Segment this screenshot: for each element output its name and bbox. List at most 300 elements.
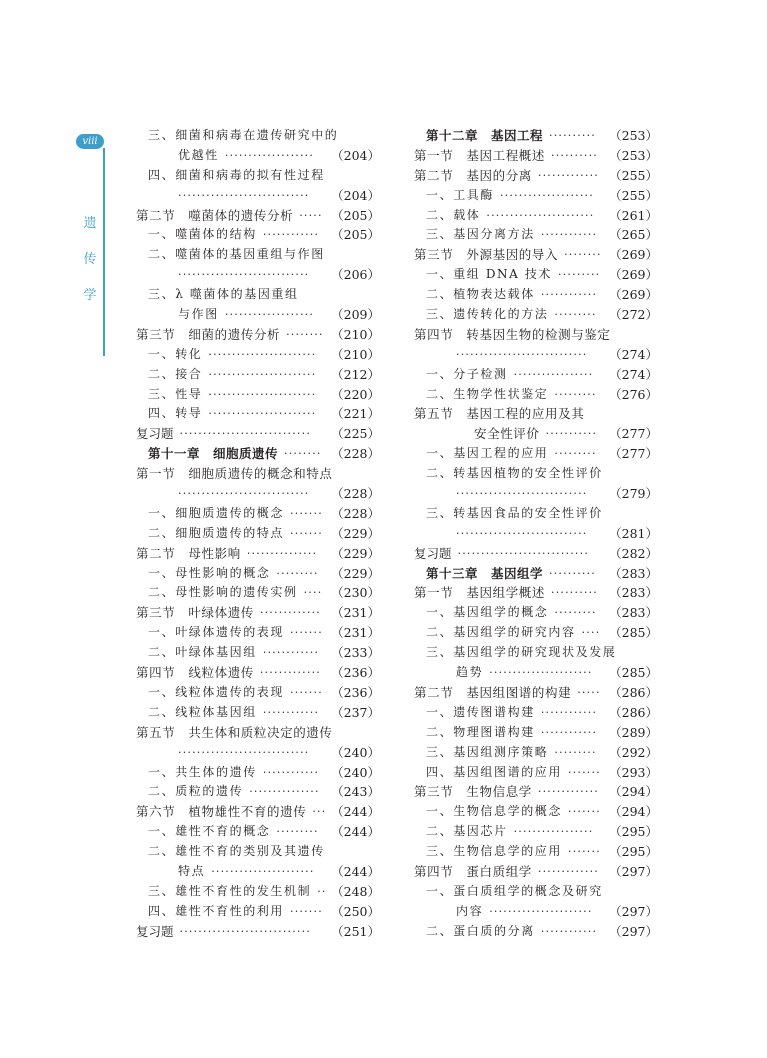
toc-entry-title: 复习题 xyxy=(414,545,452,561)
toc-entry-page: （295） xyxy=(609,844,658,860)
toc-entry-page: （228） xyxy=(331,486,380,502)
toc-entry xyxy=(118,504,380,524)
toc-entry-title: 二、载体 xyxy=(426,207,481,222)
toc-entry-page: （283） xyxy=(609,585,658,601)
toc-entry xyxy=(396,345,658,365)
toc-entry-page: （221） xyxy=(331,406,380,422)
toc-entry-title: 二、雄性不育的类别及其遗传 xyxy=(148,844,325,859)
toc-entry-title: 二、噬菌体的基因重组与作图 xyxy=(148,247,325,262)
dot-leader: ············· xyxy=(537,864,599,878)
toc-entry-page: （248） xyxy=(331,883,380,899)
toc-entry xyxy=(396,285,658,305)
toc-entry-page: （251） xyxy=(331,923,380,939)
toc-entry xyxy=(396,524,658,544)
toc-entry-page: （286） xyxy=(609,704,658,720)
toc-entry-page: （272） xyxy=(609,307,658,323)
dot-leader: ···························· xyxy=(178,487,310,501)
toc-entry xyxy=(396,842,658,862)
toc-entry-title: 第四节 蛋白质组学 xyxy=(414,863,532,879)
toc-entry-page: （253） xyxy=(609,147,658,163)
toc-entry-page: （283） xyxy=(609,565,658,581)
toc-entry-title: 第一节 基因组学概述 xyxy=(414,585,546,601)
toc-entry xyxy=(118,544,380,564)
toc-entry xyxy=(396,544,658,564)
dot-leader: ··· xyxy=(312,805,327,819)
toc-entry-title: 第三节 细菌的遗传分析 xyxy=(136,326,281,342)
sidebar-rule xyxy=(103,148,105,356)
toc-entry-page: （265） xyxy=(609,227,658,243)
dot-leader: ········· xyxy=(554,387,597,401)
toc-entry-page: （293） xyxy=(609,764,658,780)
toc-entry xyxy=(118,862,380,882)
toc-entry-page: （228） xyxy=(331,505,380,521)
toc-entry xyxy=(118,802,380,822)
dot-leader: ········· xyxy=(554,447,597,461)
toc-entry-page: （205） xyxy=(331,227,380,243)
toc-entry xyxy=(118,842,380,862)
toc-entry-title: 三、生物信息学的应用 xyxy=(426,844,563,859)
toc-entry-page: （220） xyxy=(331,386,380,402)
toc-entry xyxy=(118,723,380,743)
toc-entry xyxy=(118,285,380,305)
toc-entry xyxy=(396,643,658,663)
toc-entry xyxy=(396,186,658,206)
dot-leader: ······················· xyxy=(486,208,595,222)
toc-entry xyxy=(396,663,658,683)
toc-entry-title: 第四节 线粒体遗传 xyxy=(136,665,254,681)
dot-leader: ········ xyxy=(286,327,324,341)
toc-entry-title: 第二节 母性影响 xyxy=(136,545,241,561)
dot-leader: ······················· xyxy=(208,387,317,401)
dot-leader: ············ xyxy=(262,705,320,719)
toc-entry xyxy=(396,583,658,603)
toc-entry xyxy=(396,444,658,464)
toc-entry-title: 一、工具酶 xyxy=(426,187,495,202)
toc-entry xyxy=(396,325,658,345)
toc-entry xyxy=(118,206,380,226)
dot-leader: ············ xyxy=(262,646,320,660)
toc-entry-title: 第一节 基因工程概述 xyxy=(414,147,546,163)
toc-entry-page: （244） xyxy=(331,824,380,840)
dot-leader: ············ xyxy=(540,705,598,719)
dot-leader: ···················· xyxy=(500,188,594,202)
toc-entry-title: 二、生物学性状鉴定 xyxy=(426,386,549,401)
toc-entry-page: （244） xyxy=(331,804,380,820)
toc-entry-title: 一、雄性不育的概念 xyxy=(148,824,271,839)
dot-leader: ············· xyxy=(537,785,599,799)
toc-entry xyxy=(118,345,380,365)
toc-entry-page: （240） xyxy=(331,764,380,780)
toc-entry-title: 一、遗传图谱构建 xyxy=(426,704,535,719)
toc-entry xyxy=(118,663,380,683)
toc-entry xyxy=(118,882,380,902)
toc-entry-page: （233） xyxy=(331,645,380,661)
dot-leader: ················· xyxy=(513,825,594,839)
toc-entry xyxy=(396,305,658,325)
toc-entry-page: （209） xyxy=(331,307,380,323)
toc-entry-title: 第十二章 基因工程 xyxy=(426,128,544,143)
dot-leader: ···························· xyxy=(456,487,588,501)
dot-leader: ······················ xyxy=(489,904,593,918)
toc-entry-page: （255） xyxy=(609,167,658,183)
toc-entry-title: 四、雄性不育性的利用 xyxy=(148,903,285,918)
toc-entry xyxy=(396,126,658,146)
toc-entry-page: （231） xyxy=(331,625,380,641)
toc-entry xyxy=(396,385,658,405)
toc-entry-title: 特点 xyxy=(178,863,206,878)
toc-entry-title: 一、基因工程的应用 xyxy=(426,446,549,461)
dot-leader: ········· xyxy=(276,825,319,839)
toc-entry-title: 第二节 基因的分离 xyxy=(414,167,532,183)
toc-entry-page: （289） xyxy=(609,724,658,740)
toc-entry xyxy=(118,484,380,504)
toc-entry-title: 四、基因组图谱的应用 xyxy=(426,764,563,779)
toc-entry-page: （261） xyxy=(609,207,658,223)
toc-entry-page: （277） xyxy=(609,426,658,442)
dot-leader: ·········· xyxy=(549,129,596,142)
toc-entry-title: 第二节 噬菌体的遗传分析 xyxy=(136,207,294,223)
toc-entry-page: （237） xyxy=(331,704,380,720)
toc-entry-page: （269） xyxy=(609,267,658,283)
toc-entry xyxy=(396,424,658,444)
toc-entry xyxy=(118,782,380,802)
toc-column-left xyxy=(118,126,380,942)
dot-leader: ············ xyxy=(540,924,598,938)
toc-entry xyxy=(118,186,380,206)
toc-entry-title: 二、接合 xyxy=(148,366,203,381)
toc-entry-title: 二、物理图谱构建 xyxy=(426,724,535,739)
toc-entry-page: （229） xyxy=(331,545,380,561)
toc-entry-page: （282） xyxy=(609,545,658,561)
toc-entry-title: 第三节 外源基因的导入 xyxy=(414,247,559,263)
toc-entry-page: （276） xyxy=(609,386,658,402)
dot-leader: ···························· xyxy=(179,427,312,441)
toc-entry xyxy=(118,822,380,842)
dot-leader: ····· xyxy=(299,208,323,222)
toc-entry-page: （269） xyxy=(609,247,658,263)
toc-entry-title: 二、植物表达载体 xyxy=(426,287,535,302)
dot-leader: ······· xyxy=(568,845,601,859)
toc-entry-title: 二、质粒的遗传 xyxy=(148,784,244,799)
toc-entry-title: 安全性评价 xyxy=(474,426,540,442)
toc-entry-title: 三、性导 xyxy=(148,386,203,401)
toc-entry xyxy=(118,564,380,584)
toc-entry xyxy=(396,862,658,882)
toc-entry-title: 一、生物信息学的概念 xyxy=(426,804,563,819)
dot-leader: ··············· xyxy=(246,546,318,560)
dot-leader: ···· xyxy=(581,626,601,640)
toc-entry xyxy=(118,126,380,146)
toc-entry-title: 第四节 转基因生物的检测与鉴定 xyxy=(414,326,611,342)
toc-entry-title: 四、细菌和病毒的拟有性过程 xyxy=(148,167,325,182)
dot-leader: ······· xyxy=(290,626,323,640)
toc-entry-page: （243） xyxy=(331,784,380,800)
toc-entry-page: （229） xyxy=(331,565,380,581)
toc-entry xyxy=(118,166,380,186)
toc-entry xyxy=(396,146,658,166)
toc-entry xyxy=(118,385,380,405)
toc-entry-title: 一、叶绿体遗传的表现 xyxy=(148,625,285,640)
toc-entry-title: 第三节 生物信息学 xyxy=(414,784,532,800)
toc-entry xyxy=(118,404,380,424)
toc-entry-page: （225） xyxy=(331,426,380,442)
toc-entry-page: （295） xyxy=(609,824,658,840)
toc-entry xyxy=(396,922,658,942)
toc-entry-title: 复习题 xyxy=(136,923,174,939)
toc-entry-title: 一、分子检测 xyxy=(426,366,508,381)
toc-entry-page: （210） xyxy=(331,326,380,342)
toc-entry-page: （236） xyxy=(331,665,380,681)
toc-entry-page: （294） xyxy=(609,784,658,800)
toc-entry xyxy=(118,365,380,385)
toc-entry-title: 二、细胞质遗传的特点 xyxy=(148,525,285,540)
toc-entry-title: 二、蛋白质的分离 xyxy=(426,923,535,938)
toc-column-right xyxy=(396,126,658,942)
toc-entry xyxy=(118,583,380,603)
toc-entry xyxy=(396,225,658,245)
toc-entry xyxy=(396,603,658,623)
toc-entry-page: （274） xyxy=(609,366,658,382)
toc-entry xyxy=(118,245,380,265)
toc-entry xyxy=(396,902,658,922)
toc-entry xyxy=(396,623,658,643)
toc-entry-title: 三、基因组测序策略 xyxy=(426,744,549,759)
toc-entry xyxy=(118,683,380,703)
toc-entry xyxy=(396,743,658,763)
dot-leader: ········· xyxy=(554,606,597,620)
toc-entry xyxy=(118,922,380,942)
toc-entry xyxy=(396,802,658,822)
toc-entry xyxy=(396,265,658,285)
toc-entry-page: （285） xyxy=(609,665,658,681)
toc-entry xyxy=(118,763,380,783)
dot-leader: ······················· xyxy=(208,367,317,381)
dot-leader: ···························· xyxy=(456,526,588,540)
dot-leader: ················· xyxy=(513,367,594,381)
toc-entry-page: （297） xyxy=(609,863,658,879)
dot-leader: ······· xyxy=(568,765,601,779)
toc-entry-page: （206） xyxy=(331,267,380,283)
toc-entry-title: 二、基因组学的研究内容 xyxy=(426,625,576,640)
toc-entry xyxy=(118,265,380,285)
toc-entry xyxy=(118,146,380,166)
dot-leader: ············· xyxy=(259,606,321,620)
toc-entry xyxy=(396,206,658,226)
toc-entry xyxy=(396,484,658,504)
toc-entry xyxy=(118,623,380,643)
toc-entry-title: 内容 xyxy=(456,903,484,918)
toc-entry-title: 二、叶绿体基因组 xyxy=(148,645,257,660)
toc-entry xyxy=(396,504,658,524)
toc-entry-title: 第三节 叶绿体遗传 xyxy=(136,605,254,621)
book-title-char: 遗 xyxy=(83,216,97,231)
toc-entry-page: （228） xyxy=(331,446,380,462)
toc-entry-title: 趋势 xyxy=(456,665,484,680)
dot-leader: ············· xyxy=(259,666,321,680)
toc-entry xyxy=(396,564,658,584)
toc-entry xyxy=(118,643,380,663)
dot-leader: ········ xyxy=(564,248,602,262)
dot-leader: ······· xyxy=(568,805,601,819)
toc-entry xyxy=(118,305,380,325)
toc-entry-page: （292） xyxy=(609,744,658,760)
toc-entry-title: 一、线粒体遗传的表现 xyxy=(148,684,285,699)
toc-entry-page: （250） xyxy=(331,903,380,919)
toc-entry-title: 第五节 基因工程的应用及其 xyxy=(414,406,585,422)
toc-entry-page: （255） xyxy=(609,187,658,203)
toc-entry-page: （274） xyxy=(609,346,658,362)
dot-leader: ······· xyxy=(290,506,323,520)
dot-leader: ············ xyxy=(540,288,598,302)
toc-entry-page: （230） xyxy=(331,585,380,601)
toc-entry xyxy=(118,743,380,763)
dot-leader: ······················· xyxy=(208,347,317,361)
toc-entry-title: 一、基因组学的概念 xyxy=(426,605,549,620)
toc-entry-page: （297） xyxy=(609,903,658,919)
toc-entry xyxy=(396,365,658,385)
dot-leader: ···························· xyxy=(178,188,310,202)
toc-entry-page: （204） xyxy=(331,147,380,163)
toc-entry-title: 复习题 xyxy=(136,426,174,442)
toc-entry-page: （231） xyxy=(331,605,380,621)
toc-entry-title: 一、细胞质遗传的概念 xyxy=(148,505,285,520)
toc-entry-page: （210） xyxy=(331,346,380,362)
toc-entry xyxy=(396,245,658,265)
book-title-char: 传 xyxy=(83,252,97,267)
toc-entry-title: 第一节 细胞质遗传的概念和特点 xyxy=(136,466,333,482)
page-number-badge: viii xyxy=(76,134,104,149)
toc-entry-page: （240） xyxy=(331,744,380,760)
toc-entry xyxy=(396,404,658,424)
dot-leader: ········ xyxy=(284,447,322,461)
dot-leader: ········· xyxy=(558,268,601,282)
toc-entry-title: 一、蛋白质组学的概念及研究 xyxy=(426,883,603,898)
toc-entry-title: 三、基因组学的研究现状及发展 xyxy=(426,645,617,660)
dot-leader: ···························· xyxy=(178,745,310,759)
toc-entry-page: （244） xyxy=(331,863,380,879)
toc-entry-page: （279） xyxy=(609,486,658,502)
toc-entry xyxy=(118,902,380,922)
toc-entry xyxy=(118,703,380,723)
toc-entry-page: （294） xyxy=(609,804,658,820)
toc-entry xyxy=(118,603,380,623)
toc-entry-page: （269） xyxy=(609,287,658,303)
toc-entry-page: （283） xyxy=(609,605,658,621)
dot-leader: ············· xyxy=(537,168,599,182)
toc-entry-title: 第十一章 细胞质遗传 xyxy=(148,446,279,462)
toc-entry xyxy=(118,444,380,464)
dot-leader: ···· xyxy=(303,586,323,600)
toc-entry xyxy=(396,782,658,802)
dot-leader: ···························· xyxy=(179,924,312,938)
toc-entry-title: 第五节 共生体和质粒决定的遗传 xyxy=(136,724,333,740)
dot-leader: ··············· xyxy=(249,785,320,799)
dot-leader: ········· xyxy=(554,745,597,759)
toc-entry-title: 一、母性影响的概念 xyxy=(148,565,271,580)
toc-entry-title: 三、细菌和病毒在遗传研究中的 xyxy=(148,128,339,142)
toc-entry-title: 一、重组 DNA 技术 xyxy=(426,267,553,282)
toc-entry-title: 三、转基因食品的安全性评价 xyxy=(426,505,603,520)
toc-entry-page: （236） xyxy=(331,684,380,700)
toc-entry-title: 三、遗传转化的方法 xyxy=(426,307,549,322)
dot-leader: ···························· xyxy=(456,347,588,361)
toc-entry xyxy=(396,822,658,842)
dot-leader: ······· xyxy=(290,685,323,699)
toc-entry-title: 第十三章 基因组学 xyxy=(426,565,544,581)
toc-entry xyxy=(396,882,658,902)
toc-entry-title: 三、基因分离方法 xyxy=(426,227,535,242)
dot-leader: ············ xyxy=(262,228,320,242)
dot-leader: ··················· xyxy=(224,148,315,162)
toc-entry xyxy=(118,524,380,544)
dot-leader: ···························· xyxy=(457,546,590,560)
toc-entry-page: （277） xyxy=(609,446,658,462)
dot-leader: ········· xyxy=(276,566,319,580)
toc-entry-title: 一、共生体的遗传 xyxy=(148,764,257,779)
toc-entry xyxy=(118,225,380,245)
toc-entry-title: 优越性 xyxy=(178,147,219,162)
toc-entry-page: （253） xyxy=(609,128,658,143)
toc-entry-title: 二、线粒体基因组 xyxy=(148,704,257,719)
toc-entry-page: （297） xyxy=(609,923,658,939)
dot-leader: ···························· xyxy=(178,268,310,282)
toc-entry xyxy=(396,723,658,743)
dot-leader: ······················ xyxy=(211,864,315,878)
toc-entry-page: （229） xyxy=(331,525,380,541)
toc-entry xyxy=(396,166,658,186)
dot-leader: ······················ xyxy=(489,666,593,680)
dot-leader: ·········· xyxy=(551,148,598,162)
toc-entry-title: 一、噬菌体的结构 xyxy=(148,227,257,242)
dot-leader: ········· xyxy=(554,308,597,322)
toc-entry-title: 四、转导 xyxy=(148,406,203,421)
dot-leader: ·· xyxy=(317,884,327,898)
toc-entry-title: 三、λ 噬菌体的基因重组 xyxy=(148,287,299,302)
toc-entry-title: 二、母性影响的遗传实例 xyxy=(148,585,298,600)
toc-entry-title: 二、基因芯片 xyxy=(426,824,508,839)
dot-leader: ··········· xyxy=(545,427,598,441)
dot-leader: ······· xyxy=(290,904,323,918)
toc-entry-title: 与作图 xyxy=(178,307,219,322)
dot-leader: ············ xyxy=(540,725,598,739)
toc-entry xyxy=(396,703,658,723)
toc-entry xyxy=(396,464,658,484)
toc-entry-page: （286） xyxy=(609,684,658,700)
dot-leader: ·········· xyxy=(549,566,596,580)
page-sidebar xyxy=(76,134,104,356)
toc-entry-page: （212） xyxy=(331,366,380,382)
toc-entry-title: 第六节 植物雄性不育的遗传 xyxy=(136,804,307,820)
dot-leader: ······· xyxy=(290,526,323,540)
dot-leader: ··················· xyxy=(224,308,315,322)
book-title-char: 学 xyxy=(83,288,97,303)
toc-entry-page: （204） xyxy=(331,187,380,203)
toc-entry-page: （281） xyxy=(609,525,658,541)
dot-leader: ····· xyxy=(577,685,601,699)
dot-leader: ············ xyxy=(540,228,598,242)
toc-entry xyxy=(118,325,380,345)
toc-entry xyxy=(396,763,658,783)
dot-leader: ············ xyxy=(262,765,320,779)
toc-entry xyxy=(396,683,658,703)
toc-entry-title: 一、转化 xyxy=(148,346,203,361)
toc-entry-page: （205） xyxy=(331,207,380,223)
toc-entry-title: 二、转基因植物的安全性评价 xyxy=(426,466,603,481)
toc-entry-page: （285） xyxy=(609,625,658,641)
toc-entry xyxy=(118,464,380,484)
dot-leader: ·········· xyxy=(551,586,598,600)
dot-leader: ······················· xyxy=(208,407,317,421)
